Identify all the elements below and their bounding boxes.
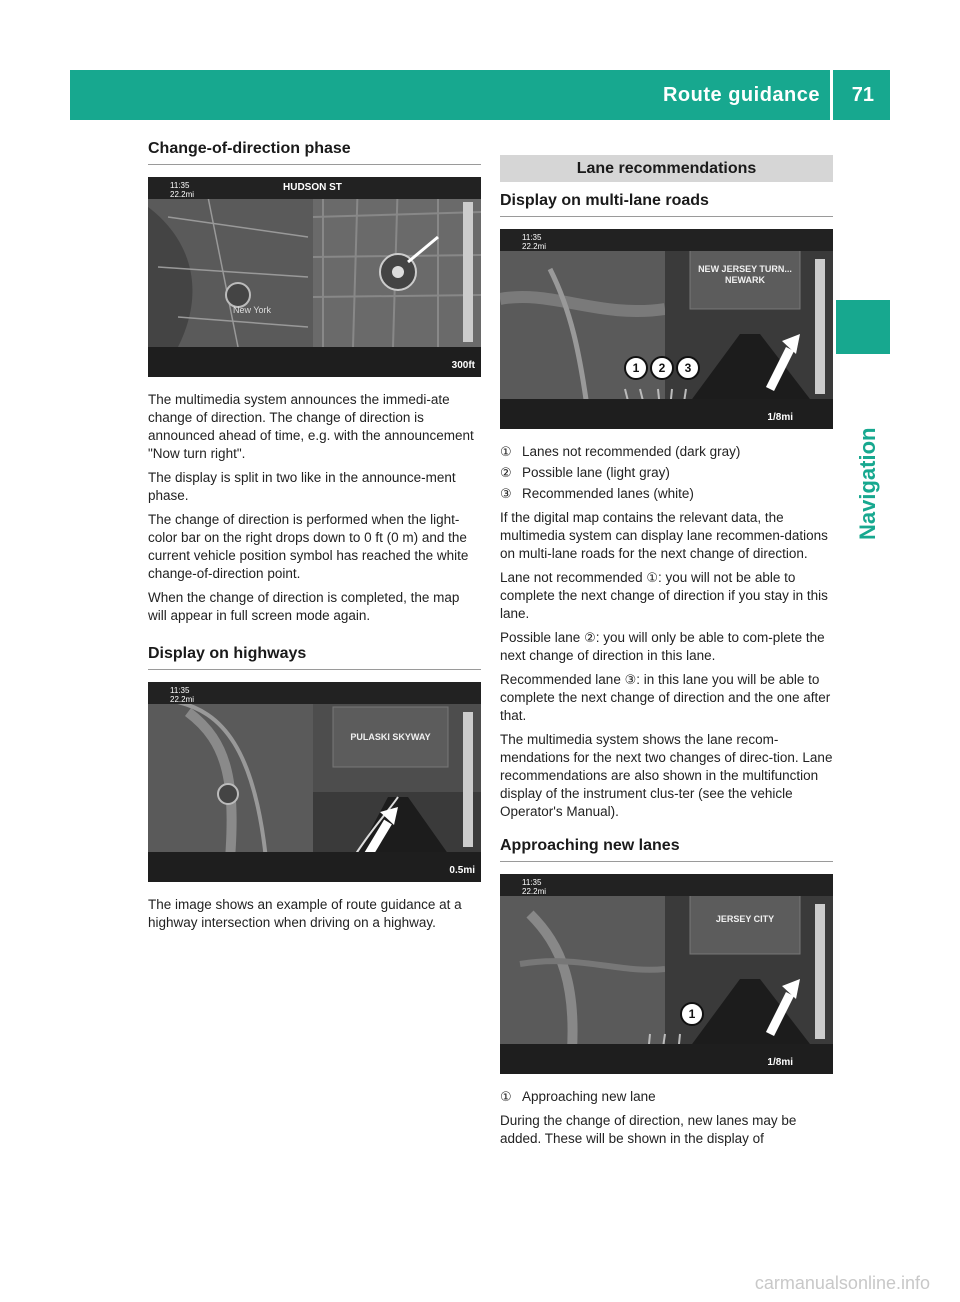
screenshot-change-of-direction	[148, 177, 481, 377]
distance-to-turn: 1/8mi	[767, 1057, 793, 1068]
paragraph: The change of direction is performed when the light-color bar on the right drops down to 0 ft (0 m) and the current vehicle position symbol has reached the white change-of-direction point.	[148, 512, 469, 581]
text-run: Recommended lane	[500, 672, 625, 687]
text-run: : you will only be able to com-plete the next change of direction in this lane.	[500, 630, 825, 663]
header-bar	[70, 70, 890, 120]
distance-to-turn: 0.5mi	[449, 865, 475, 876]
text-run: : in this lane you will be able to complete the next change of direction and the one after that.	[500, 672, 831, 723]
street-name: HUDSON ST	[283, 182, 342, 193]
callout-mark: ③	[500, 486, 512, 501]
text-run: Possible lane	[500, 630, 585, 645]
left-column	[148, 140, 481, 938]
callout-mark: ①	[500, 1089, 512, 1104]
screenshot-highway	[148, 682, 481, 882]
highway-sign-text: JERSEY CITY	[715, 914, 775, 924]
side-tab	[836, 300, 890, 354]
time-distance-readout	[170, 686, 194, 704]
paragraph: The display is split in two like in the announce-ment phase.	[148, 470, 456, 503]
legend-item	[500, 443, 833, 461]
screenshot-multi-lane	[500, 229, 833, 429]
clock-time: 11:35	[170, 686, 190, 695]
callout-mark: ①	[500, 444, 512, 459]
paragraph	[500, 671, 833, 725]
lane-badge-1: 1	[624, 356, 648, 380]
paragraph: The multimedia system shows the lane recom-mendations for the next two changes of direc-tion. Lane recommendations are also shown in the multifunction display of the instrument clus-ter (see the vehicle Operator's Manual).	[500, 732, 833, 819]
remaining-distance: 22.2mi	[522, 242, 547, 251]
clock-time: 11:35	[170, 181, 190, 190]
watermark: carmanualsonline.info	[754, 1273, 930, 1293]
callout-mark: ①	[646, 570, 659, 585]
section-band-lane-recommendations: Lane recommendations	[500, 155, 833, 182]
distance-to-turn: 300ft	[451, 360, 475, 371]
heading-change-of-direction: Change-of-direction phase	[148, 140, 481, 165]
highway-sign-text: NEW JERSEY TURN... NEWARK	[698, 264, 792, 285]
header-divider	[830, 70, 833, 120]
heading-display-on-highways: Display on highways	[148, 645, 481, 670]
text-run: : you will not be able to complete the next change of direction if you stay in this lane.	[500, 570, 828, 621]
legend-text: Approaching new lane	[522, 1089, 656, 1104]
page-number: 71	[851, 84, 874, 106]
time-distance-readout	[522, 878, 546, 896]
new-lanes-illustration	[500, 874, 833, 1074]
lane-badge-2: 2	[650, 356, 674, 380]
map-city-label: New York	[233, 305, 272, 315]
paragraph: If the digital map contains the relevant data, the multimedia system can display lane recommen-dations on multi-lane roads for the next change of direction.	[500, 510, 828, 561]
paragraph: When the change of direction is completed, the map will appear in full screen mode again.	[148, 590, 460, 623]
callout-mark: ②	[500, 465, 512, 480]
time-distance-readout	[522, 233, 546, 251]
remaining-distance: 22.2mi	[170, 695, 195, 704]
distance-to-turn: 1/8mi	[767, 412, 793, 423]
lane-badge-3: 3	[676, 356, 700, 380]
time-distance-readout	[170, 181, 194, 199]
legend-text: Recommended lanes (white)	[522, 486, 694, 501]
paragraph	[500, 569, 833, 623]
heading-approaching-new-lanes: Approaching new lanes	[500, 837, 833, 862]
map-illustration	[148, 177, 481, 377]
figure-code: P82.2386-31	[818, 943, 825, 984]
remaining-distance: 22.2mi	[170, 190, 195, 199]
remaining-distance: 22.2mi	[522, 887, 547, 896]
text-run: Lane not recommended	[500, 570, 647, 585]
legend-item	[500, 1088, 833, 1106]
chapter-title: Route guidance	[662, 84, 820, 106]
side-section-label: Navigation	[855, 427, 880, 540]
figure-code: P82.2373-31	[466, 246, 473, 287]
paragraph: The multimedia system announces the immedi-ate change of direction. The change of direction is announced ahead of time, e.g. with the announcement "Now turn right".	[148, 392, 474, 461]
paragraph: The image shows an example of route guidance at a highway intersection when driving on a highway.	[148, 897, 462, 930]
paragraph	[500, 629, 833, 665]
legend-item	[500, 464, 833, 482]
right-column	[500, 155, 833, 1154]
figure-code: P82.2373-31	[466, 751, 473, 792]
figure-code: P82.2385-31	[818, 298, 825, 339]
callout-mark: ③	[624, 672, 637, 687]
clock-time: 11:35	[522, 233, 542, 242]
paragraph: During the change of direction, new lanes may be added. These will be shown in the display of	[500, 1113, 797, 1146]
highway-illustration	[148, 682, 481, 882]
heading-multi-lane-roads: Display on multi-lane roads	[500, 192, 833, 217]
lane-badge-1: 1	[680, 1002, 704, 1026]
legend-item	[500, 485, 833, 503]
callout-mark: ②	[584, 630, 596, 645]
screenshot-new-lanes	[500, 874, 833, 1074]
highway-sign-text: PULASKI SKYWAY	[350, 732, 431, 742]
clock-time: 11:35	[522, 878, 542, 887]
multi-lane-illustration	[500, 229, 833, 429]
legend-text: Lanes not recommended (dark gray)	[522, 444, 741, 459]
legend-text: Possible lane (light gray)	[522, 465, 670, 480]
